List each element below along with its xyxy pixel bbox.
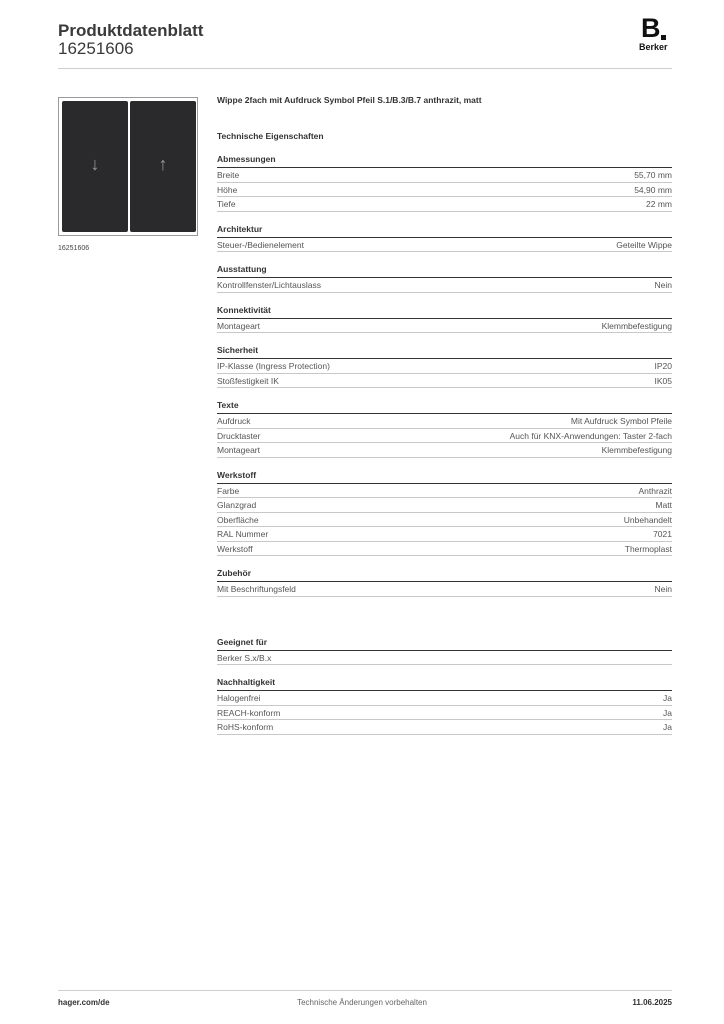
spec-value: IK05 [654, 375, 672, 386]
image-caption: 16251606 [58, 245, 90, 252]
spec-value: Ja [663, 722, 672, 732]
spec-row [217, 359, 672, 374]
spec-label: Tiefe [217, 199, 236, 209]
spec-row [217, 582, 672, 597]
spec-value: 55,70 mm [634, 170, 672, 180]
group-heading-architektur: Architektur [217, 224, 672, 238]
spec-row [217, 238, 672, 253]
group-heading-konnektivitaet: Konnektivität [217, 305, 672, 319]
product-image [58, 97, 198, 236]
group-heading-texte: Texte [217, 400, 672, 414]
spec-row [217, 374, 672, 389]
spec-row [217, 498, 672, 513]
logo-wordmark: Berker [639, 42, 668, 52]
spec-label: RAL Nummer [217, 529, 269, 539]
spec-row [217, 319, 672, 334]
spec-value: 22 mm [646, 199, 672, 209]
group-heading-werkstoff: Werkstoff [217, 470, 672, 484]
footer-date: 11.06.2025 [632, 998, 672, 1007]
product-title: Wippe 2fach mit Aufdruck Symbol Pfeil S.1/B.3/B.7 anthrazit, matt [217, 95, 482, 105]
logo-letter: B [641, 13, 661, 43]
footer-disclaimer: Technische Änderungen vorbehalten [297, 998, 427, 1007]
spec-row [217, 527, 672, 542]
arrow-down-icon: ↓ [90, 154, 100, 174]
group-heading-abmessungen: Abmessungen [217, 154, 672, 168]
footer-divider [58, 990, 672, 991]
arrow-up-icon: ↑ [158, 154, 168, 174]
spec-label: Montageart [217, 320, 260, 331]
spec-row [217, 691, 672, 706]
spec-value: Klemmbefestigung [601, 445, 672, 455]
spec-label: Breite [217, 170, 240, 180]
spec-label: Farbe [217, 485, 240, 496]
spec-label: Werkstoff [217, 543, 253, 554]
footer-website-link[interactable]: hager.com/de [58, 998, 110, 1007]
spec-value: Thermoplast [624, 543, 672, 554]
spec-row [217, 168, 672, 183]
rocker-left-panel [62, 101, 128, 232]
product-number: 16251606 [58, 39, 134, 58]
spec-label: Mit Beschriftungsfeld [217, 584, 296, 594]
spec-label: Aufdruck [217, 416, 251, 426]
group-heading-zubehoer: Zubehör [217, 568, 672, 582]
spec-value: Anthrazit [638, 485, 672, 496]
spec-value: 7021 [653, 529, 672, 539]
spec-value: IP20 [654, 361, 672, 371]
spec-value: Nein [654, 584, 672, 594]
spec-label: Kontrollfenster/Lichtauslass [217, 280, 321, 290]
spec-row [217, 484, 672, 499]
spec-label: REACH-konform [217, 707, 281, 718]
spec-row [217, 651, 672, 666]
spec-value: Geteilte Wippe [616, 239, 672, 250]
spec-label: Steuer-/Bedienelement [217, 239, 304, 250]
group-heading-sicherheit: Sicherheit [217, 345, 672, 359]
spec-value: Nein [654, 280, 672, 290]
spec-label: Halogenfrei [217, 693, 261, 703]
spec-row [217, 429, 672, 444]
spec-row [217, 183, 672, 198]
spec-value: Ja [663, 707, 672, 718]
spec-value: Klemmbefestigung [601, 320, 672, 331]
spec-row [217, 414, 672, 429]
header-divider [58, 68, 672, 69]
spec-label: Stoßfestigkeit IK [217, 375, 279, 386]
spec-label: Berker S.x/B.x [217, 652, 272, 663]
spec-value: Unbehandelt [623, 514, 672, 525]
spec-label: Oberfläche [217, 514, 259, 525]
berker-logo [639, 15, 675, 55]
spec-row [217, 443, 672, 458]
spec-value: Auch für KNX-Anwendungen: Taster 2-fach [509, 430, 672, 441]
spec-row [217, 278, 672, 293]
page-title: Produktdatenblatt [58, 21, 204, 40]
spec-value: Ja [663, 693, 672, 703]
spec-row [217, 197, 672, 212]
spec-value: 54,90 mm [634, 184, 672, 195]
spec-row [217, 706, 672, 721]
group-heading-ausstattung: Ausstattung [217, 264, 672, 278]
group-heading-nachhaltigkeit: Nachhaltigkeit [217, 677, 672, 691]
spec-label: Drucktaster [217, 430, 261, 441]
spec-label: IP-Klasse (Ingress Protection) [217, 361, 330, 371]
technical-properties-heading: Technische Eigenschaften [217, 131, 324, 141]
spec-value: Matt [655, 500, 672, 510]
spec-value: Mit Aufdruck Symbol Pfeile [570, 416, 672, 426]
spec-row [217, 513, 672, 528]
spec-table [217, 95, 672, 735]
spec-label: Glanzgrad [217, 500, 257, 510]
logo-dot [661, 35, 666, 40]
spec-row [217, 542, 672, 557]
spec-label: Montageart [217, 445, 260, 455]
spec-row [217, 720, 672, 735]
spec-label: Höhe [217, 184, 238, 195]
rocker-right-panel [130, 101, 196, 232]
spec-label: RoHS-konform [217, 722, 274, 732]
group-heading-geeignet: Geeignet für [217, 637, 672, 651]
